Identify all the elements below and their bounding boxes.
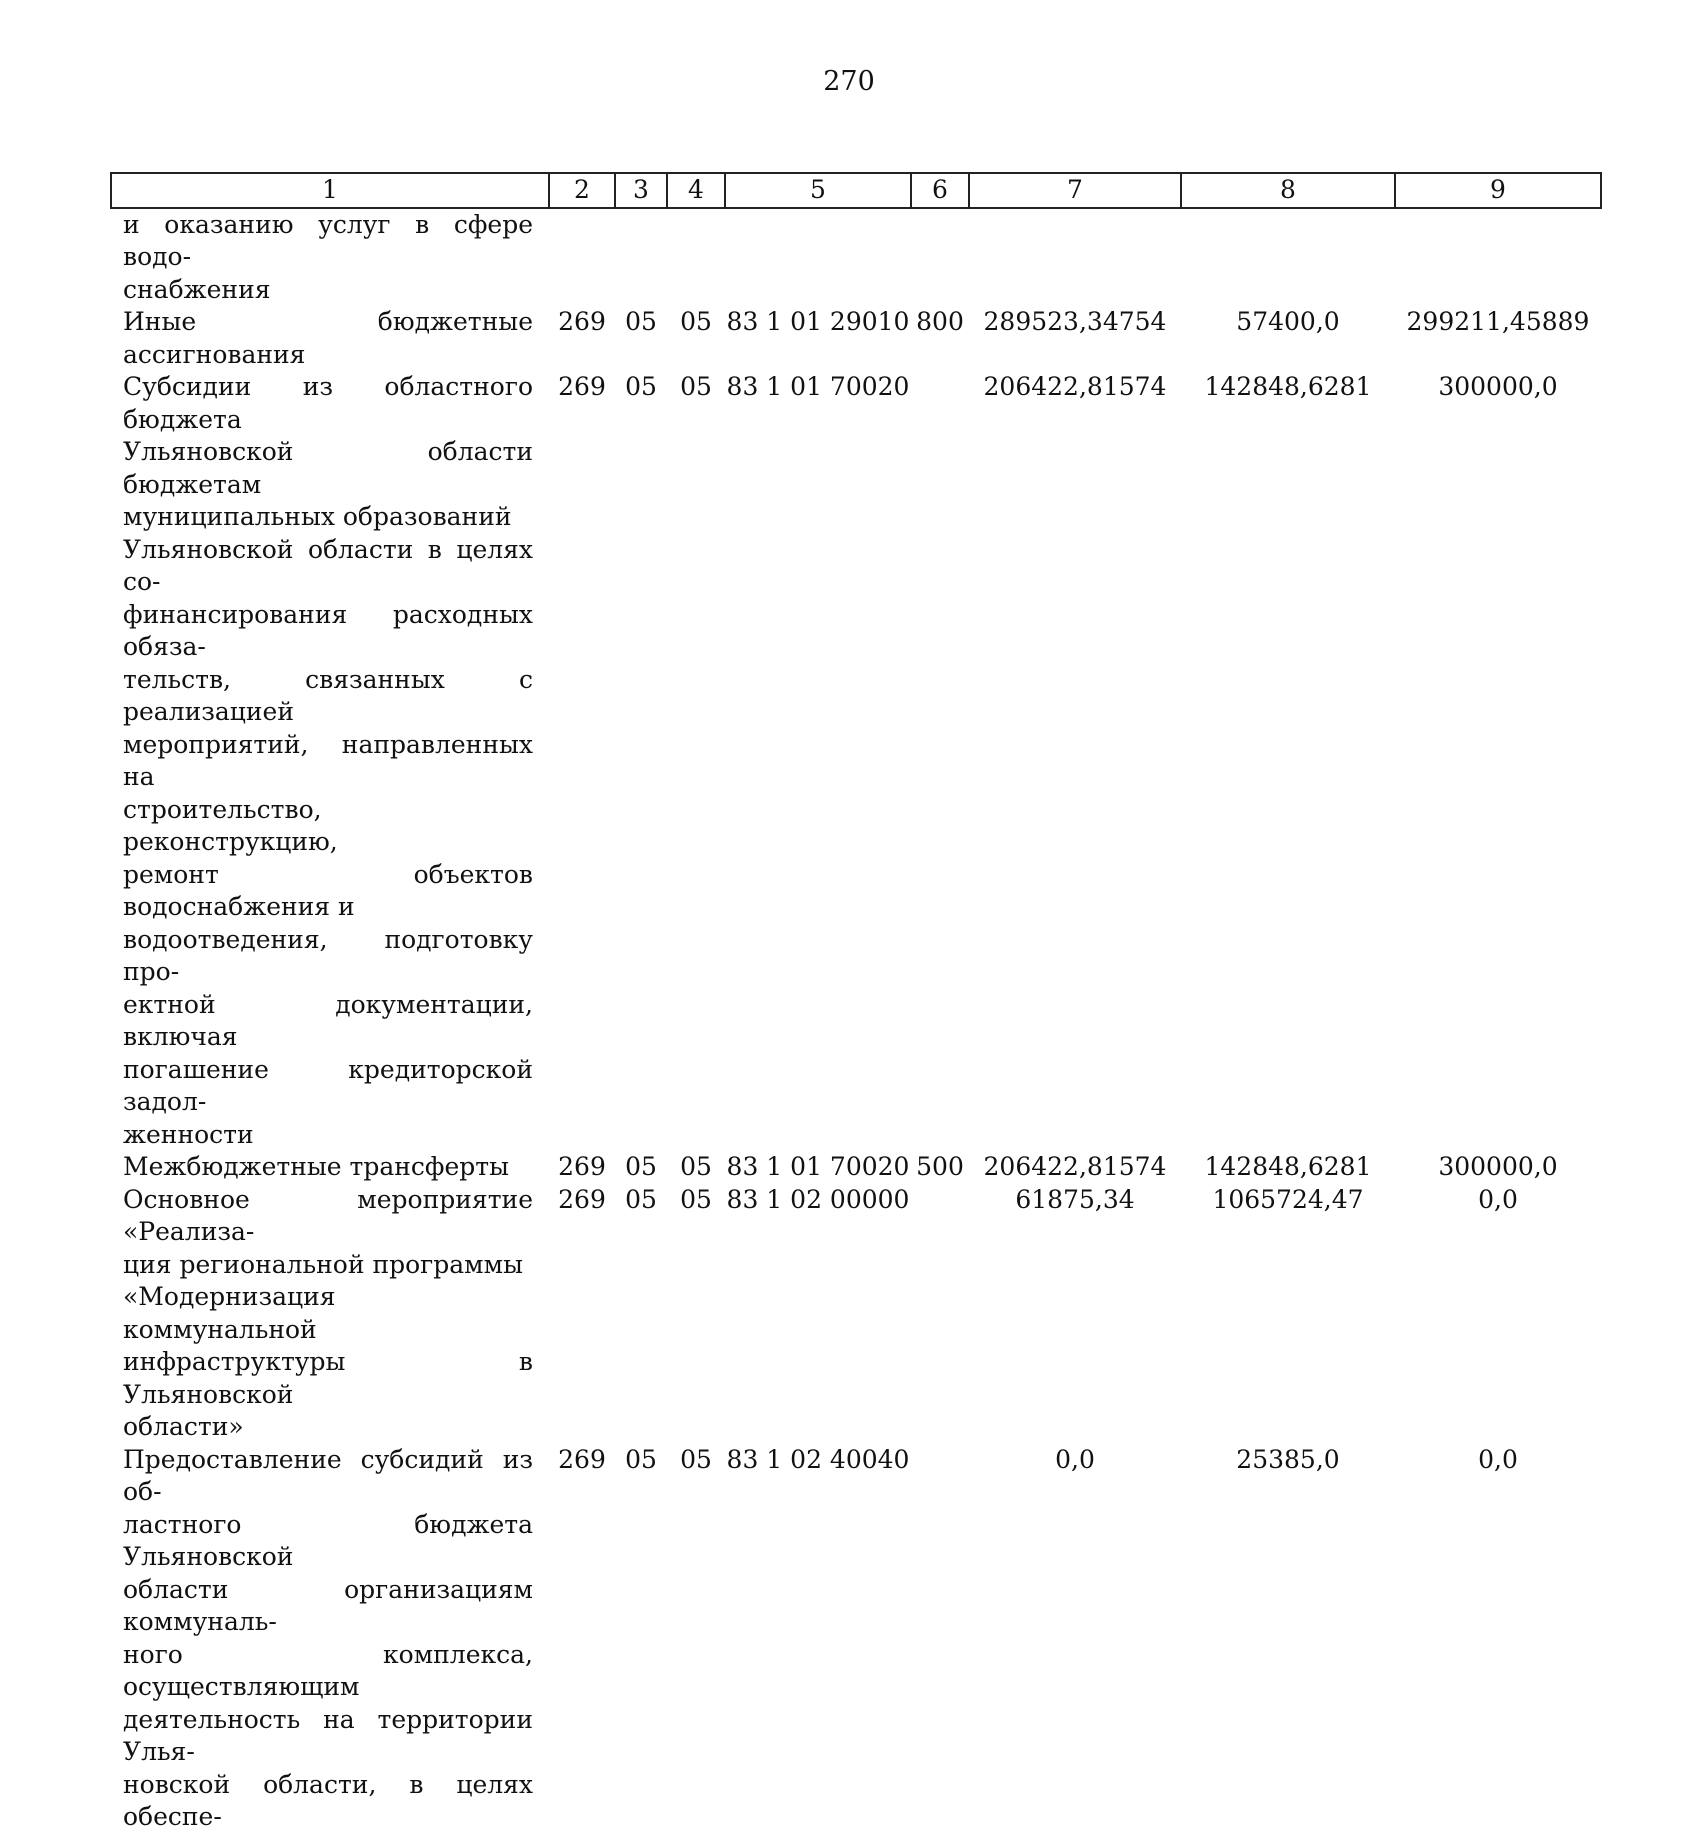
cell-col-2: 269 <box>558 1152 606 1181</box>
header-col-5: 5 <box>725 173 911 208</box>
cell-col-2: 269 <box>558 1444 606 1474</box>
cell-col-2: 269 <box>558 372 606 401</box>
cell-col-7: 0,0 <box>1055 1444 1095 1474</box>
header-col-6: 6 <box>911 173 969 208</box>
cell-col-9: 299211,45889 <box>1406 307 1590 336</box>
header-col-4: 4 <box>667 173 725 208</box>
description-line: строительство, реконструкцию, <box>123 794 338 856</box>
description-line: муниципальных образований <box>123 502 512 531</box>
cell-col-4 <box>667 208 725 307</box>
cell-col-8: 1065724,47 <box>1212 1184 1364 1214</box>
cell-col-6 <box>911 371 969 1151</box>
description-line: погашение кредиторской задол- <box>123 1054 533 1116</box>
description-line: деятельность на территории Улья- <box>123 1704 533 1766</box>
row-description <box>111 1444 549 1834</box>
header-row <box>111 173 1601 208</box>
description-line: Иные бюджетные ассигнования <box>123 307 533 369</box>
description-line: женности <box>123 1119 254 1149</box>
cell-col-9: 300000,0 <box>1438 1152 1558 1181</box>
cell-col-8: 25385,0 <box>1236 1444 1340 1474</box>
description-line: водоотведения, подготовку про- <box>123 924 533 986</box>
description-line: Ульяновской области бюджетам <box>123 437 533 499</box>
cell-col-3: 05 <box>625 307 657 336</box>
description-line: Ульяновской области в целях со- <box>123 534 533 596</box>
cell-col-4: 05 <box>680 372 712 401</box>
description-line: Основное мероприятие «Реализа- <box>123 1184 533 1246</box>
cell-col-3 <box>615 208 667 307</box>
description-line: ластного бюджета Ульяновской <box>123 1509 533 1571</box>
table-row <box>111 306 1601 371</box>
cell-col-5: 83 1 01 29010 <box>726 307 910 336</box>
cell-col-8 <box>1181 208 1395 307</box>
description-line: Субсидии из областного бюджета <box>123 372 533 434</box>
cell-col-9: 0,0 <box>1478 1444 1518 1474</box>
description-line: снабжения <box>123 274 271 304</box>
budget-table <box>110 172 1602 1834</box>
row-description <box>111 371 549 1151</box>
description-line: тельств, связанных с реализацией <box>123 664 533 726</box>
cell-col-8: 57400,0 <box>1236 307 1340 336</box>
header-col-7: 7 <box>969 173 1181 208</box>
cell-col-8: 142848,6281 <box>1204 372 1372 401</box>
header-col-2: 2 <box>549 173 615 208</box>
cell-col-5: 83 1 01 70020 <box>726 1152 910 1181</box>
description-line: ного комплекса, осуществляющим <box>123 1639 533 1701</box>
cell-col-2: 269 <box>558 307 606 336</box>
cell-col-7: 289523,34754 <box>983 307 1167 336</box>
description-line: Предоставление субсидий из об- <box>123 1444 533 1506</box>
header-col-8: 8 <box>1181 173 1395 208</box>
description-line: новской области, в целях обеспе- <box>123 1769 533 1831</box>
description-line: финансирования расходных обяза- <box>123 599 533 661</box>
cell-col-3: 05 <box>625 1444 657 1474</box>
cell-col-7: 61875,34 <box>1015 1184 1135 1214</box>
cell-col-3: 05 <box>625 1184 657 1214</box>
cell-col-2: 269 <box>558 1184 606 1214</box>
description-line: области организациям коммуналь- <box>123 1574 533 1636</box>
cell-col-6 <box>911 208 969 307</box>
table-row <box>111 208 1601 307</box>
cell-col-3: 05 <box>625 372 657 401</box>
description-line: и оказанию услуг в сфере водо- <box>123 209 533 271</box>
cell-col-4: 05 <box>680 1184 712 1214</box>
table-row <box>111 371 1601 1151</box>
cell-col-6 <box>911 1444 969 1834</box>
description-line: «Модернизация коммунальной <box>123 1282 336 1344</box>
cell-col-6 <box>911 1184 969 1444</box>
cell-col-5: 83 1 01 70020 <box>726 372 910 401</box>
cell-col-7 <box>969 208 1181 307</box>
cell-col-9: 300000,0 <box>1438 372 1558 401</box>
row-description <box>111 1184 549 1444</box>
table-row <box>111 1151 1601 1184</box>
cell-col-4: 05 <box>680 307 712 336</box>
cell-col-5 <box>725 208 911 307</box>
cell-col-9 <box>1395 208 1601 307</box>
cell-col-7: 206422,81574 <box>983 372 1167 401</box>
table-row <box>111 1444 1601 1834</box>
cell-col-6: 800 <box>916 307 964 336</box>
cell-col-3: 05 <box>625 1152 657 1181</box>
cell-col-8: 142848,6281 <box>1204 1152 1372 1181</box>
description-line: инфраструктуры в Ульяновской <box>123 1347 533 1409</box>
description-line: ремонт объектов водоснабжения и <box>123 859 533 921</box>
cell-col-9: 0,0 <box>1478 1184 1518 1214</box>
row-description <box>111 306 549 371</box>
header-col-1: 1 <box>111 173 549 208</box>
description-line: Межбюджетные трансферты <box>123 1152 510 1181</box>
row-description <box>111 208 549 307</box>
cell-col-6: 500 <box>916 1152 964 1181</box>
header-col-9: 9 <box>1395 173 1601 208</box>
cell-col-5: 83 1 02 00000 <box>726 1184 910 1214</box>
cell-col-7: 206422,81574 <box>983 1152 1167 1181</box>
cell-col-4: 05 <box>680 1152 712 1181</box>
description-line: ектной документации, включая <box>123 989 533 1051</box>
cell-col-4: 05 <box>680 1444 712 1474</box>
description-line: мероприятий, направленных на <box>123 729 533 791</box>
row-description <box>111 1151 549 1184</box>
cell-col-2 <box>549 208 615 307</box>
page-number: 270 <box>823 66 875 97</box>
table-body <box>111 208 1601 1834</box>
description-line: области» <box>123 1412 244 1441</box>
cell-col-5: 83 1 02 40040 <box>726 1444 910 1474</box>
table-row <box>111 1184 1601 1444</box>
header-col-3: 3 <box>615 173 667 208</box>
description-line: ция региональной программы <box>123 1249 523 1279</box>
